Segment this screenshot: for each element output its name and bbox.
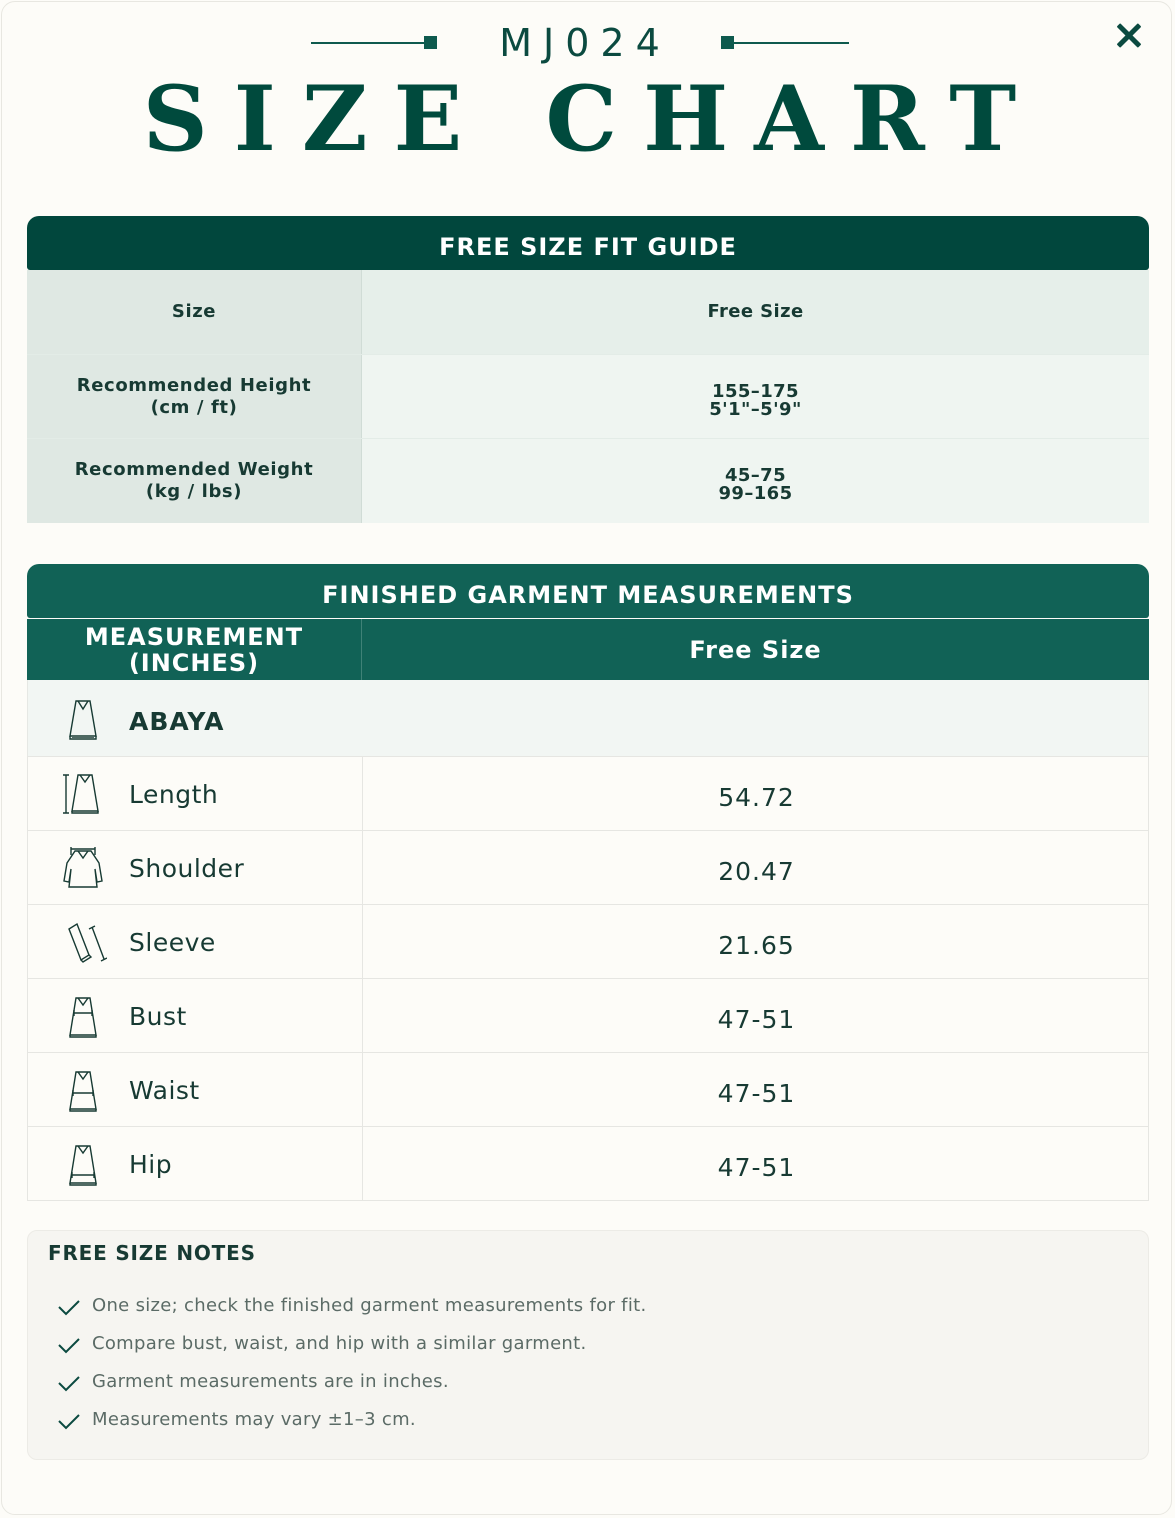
measurement-label: Sleeve: [129, 928, 216, 957]
measurement-value: 47-51: [717, 1079, 796, 1108]
fit-row-size: [27, 270, 1149, 354]
fit-row-weight: [27, 438, 1149, 523]
check-icon: [56, 1371, 82, 1395]
sleeve-icon: [59, 919, 107, 967]
measurement-value: 20.47: [718, 857, 795, 886]
check-icon: [56, 1409, 82, 1433]
notes-panel: [27, 1230, 1149, 1460]
waist-icon: [59, 1067, 107, 1115]
measurement-value: 47-51: [717, 1005, 796, 1034]
decor-line-right: [727, 42, 849, 44]
fit-value: 45–75 99–165: [362, 439, 1149, 523]
garment-header: FINISHED GARMENT MEASUREMENTS: [27, 564, 1149, 618]
measurement-row-waist: [27, 1052, 1149, 1126]
column-header-free-size: Free Size: [689, 635, 822, 664]
note-text: One size; check the finished garment measurements for fit.: [92, 1295, 647, 1316]
category-row-abaya: [27, 680, 1149, 756]
page-title: SIZE CHART: [142, 66, 1043, 172]
notes-title: FREE SIZE NOTES: [48, 1241, 256, 1265]
measurement-row-sleeve: [27, 904, 1149, 978]
column-header-measurement: MEASUREMENT (INCHES): [27, 619, 362, 680]
fit-label: Recommended Height (cm / ft): [27, 355, 362, 439]
measurement-row-shoulder: [27, 830, 1149, 904]
measurement-label: Hip: [129, 1150, 173, 1179]
measurement-row-bust: [27, 978, 1149, 1052]
hip-icon: [59, 1141, 107, 1189]
note-text: Garment measurements are in inches.: [92, 1371, 449, 1392]
measurement-value: 54.72: [718, 783, 795, 812]
fit-guide-table: [27, 270, 1149, 523]
length-icon: [59, 771, 107, 819]
note-text: Compare bust, waist, and hip with a similar garment.: [92, 1333, 587, 1354]
bust-icon: [59, 993, 107, 1041]
garment-column-headers: [27, 619, 1149, 680]
measurement-row-length: [27, 756, 1149, 830]
check-icon: [56, 1333, 82, 1357]
close-icon[interactable]: [1108, 14, 1152, 58]
abaya-icon: [59, 696, 107, 744]
fit-label: Size: [27, 270, 362, 354]
decor-square-left: [424, 36, 437, 49]
fit-guide-header: FREE SIZE FIT GUIDE: [27, 216, 1149, 270]
measurement-value: 47-51: [717, 1153, 796, 1182]
note-text: Measurements may vary ±1–3 cm.: [92, 1409, 416, 1430]
check-icon: [56, 1295, 82, 1319]
measurement-label: Shoulder: [129, 854, 245, 883]
measurement-label: Waist: [129, 1076, 200, 1105]
decor-line-left: [311, 42, 431, 44]
measurement-value: 21.65: [718, 931, 795, 960]
product-code-row: [0, 18, 1175, 68]
measurement-label: Bust: [129, 1002, 187, 1031]
fit-value: Free Size: [362, 270, 1149, 354]
fit-label: Recommended Weight (kg / lbs): [27, 439, 362, 523]
measurement-row-hip: [27, 1126, 1149, 1201]
fit-value: 155–175 5'1"–5'9": [362, 355, 1149, 439]
measurement-label: Length: [129, 780, 219, 809]
fit-row-height: [27, 354, 1149, 439]
shoulder-icon: [59, 845, 107, 893]
category-label: ABAYA: [129, 707, 225, 736]
product-code: MJ024: [499, 21, 671, 65]
